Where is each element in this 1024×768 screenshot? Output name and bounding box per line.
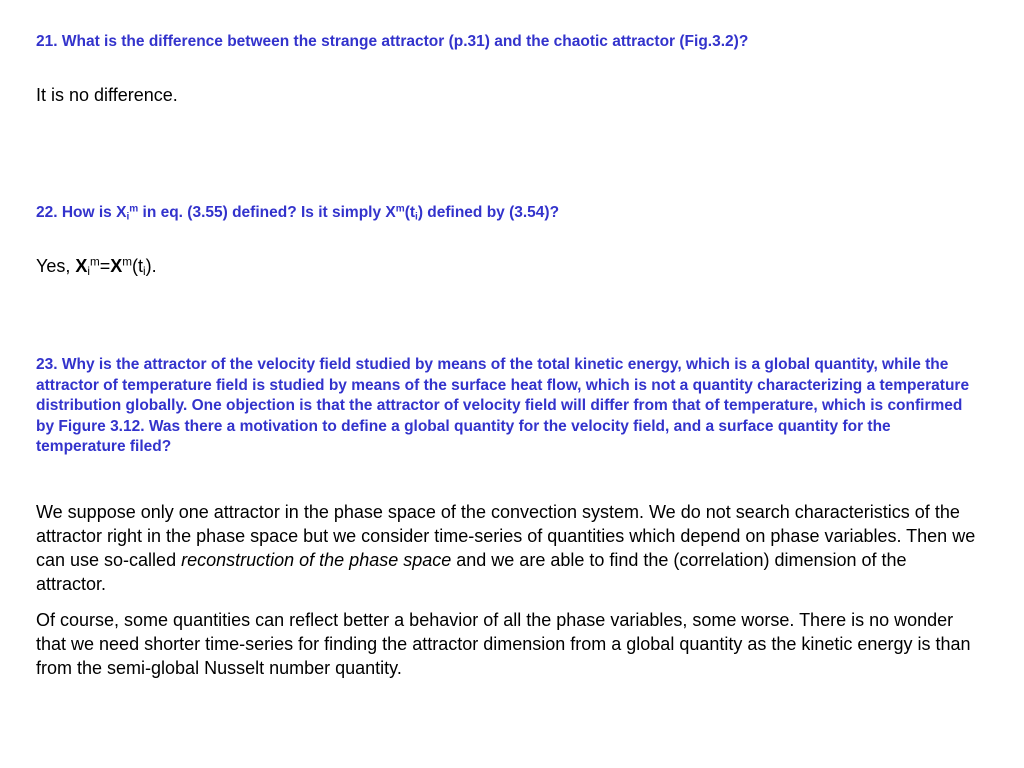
question-21 — [36, 32, 996, 53]
answer-21-text: It is no difference. — [36, 85, 178, 105]
answer-23-paragraph-1 — [36, 500, 981, 596]
question-22-part1: 22. How is X — [36, 204, 127, 221]
question-22-sub2: i — [415, 211, 418, 223]
answer-23-p2-text: Of course, some quantities can reflect better a behavior of all the phase variables, some worse. There is no wonder that we need shorter time-series for finding the attractor dimension from a global quantity as the kinetic energy is than from the semi-global Nusselt number quantity. — [36, 610, 971, 678]
answer-22-x2: X — [110, 256, 123, 276]
answer-22-part2: (t — [132, 256, 144, 276]
answer-21 — [36, 83, 996, 107]
answer-22-sup2: m — [122, 255, 133, 269]
question-22-part3: (t — [404, 204, 416, 221]
question-22 — [36, 203, 996, 224]
question-23-text: 23. Why is the attractor of the velocity field studied by means of the total kinetic energy, which is a global quantity, while the attractor of temperature field is studied by means of the surface heat flow, which is not a quantity characterizing a temperature distribution globally. One objection is that the attractor of velocity field will differ from that of temperature, which is confirmed by Figure 3.12. Was there a motivation to define a global quantity for the velocity field, and a surface quantity for the temperature filed? — [36, 356, 970, 455]
question-22-part2: in eq. (3.55) defined? Is it simply X — [138, 204, 396, 221]
question-22-sup1: m — [129, 203, 139, 215]
answer-23-p1-italic: reconstruction of the phase space — [181, 550, 452, 570]
question-23 — [36, 355, 981, 458]
question-21-text: 21. What is the difference between the strange attractor (p.31) and the chaotic attractor (Fig.3.2)? — [36, 33, 749, 50]
question-22-sup2: m — [395, 203, 405, 215]
answer-23-paragraph-2 — [36, 608, 976, 680]
answer-22-part3: ). — [145, 256, 157, 276]
question-22-sub1: i — [126, 211, 130, 223]
answer-22-eq: = — [99, 256, 111, 276]
answer-22-part1: Yes, — [36, 256, 76, 276]
question-22-part4: ) defined by (3.54)? — [417, 204, 560, 221]
answer-23-p1-after: and we are able to find the (correlation) dimension of the attractor. — [36, 550, 907, 594]
answer-22-sup1: m — [90, 255, 100, 269]
answer-22 — [36, 254, 996, 278]
answer-22-sub1: i — [87, 264, 90, 278]
answer-23-p1-before: We suppose only one attractor in the phase space of the convection system. We do not search characteristics of the attractor right in the phase space but we consider time-series of quantities which depend on phase variables. Then we can use so-called — [36, 502, 976, 570]
answer-22-sub2: i — [143, 264, 146, 278]
answer-22-x1: X — [75, 256, 88, 276]
